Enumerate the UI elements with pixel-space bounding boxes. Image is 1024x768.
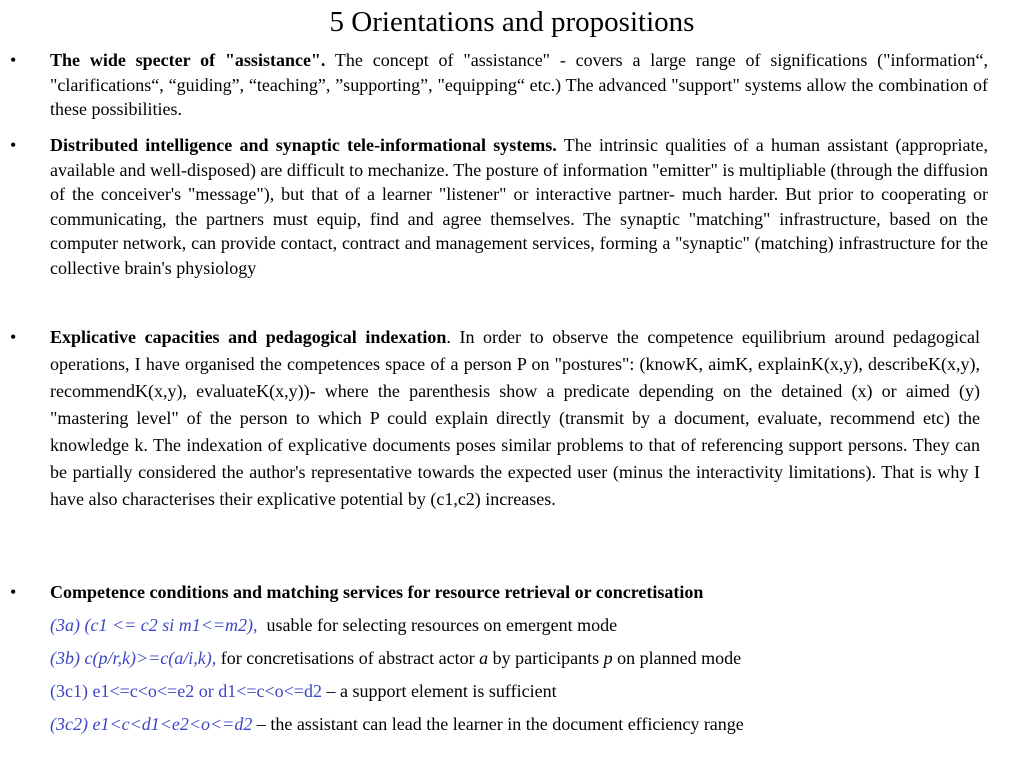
bullet-dot: • <box>10 135 17 155</box>
proposition-formula: (3c2) e1<c<d1<e2<o<=d2 <box>50 714 253 734</box>
proposition-description-post: on planned mode <box>612 648 742 668</box>
slide-title: 5 Orientations and propositions <box>329 6 695 38</box>
proposition-3c1 <box>50 679 557 703</box>
bullet-dot: • <box>10 582 17 602</box>
proposition-formula: (3c1) e1<=c<o<=e2 or d1<=c<o<=d2 <box>50 681 322 701</box>
bullet-text: The intrinsic qualities of a human assistant (appropriate, available and well-disposed) are difficult to mechanize. The posture of information "emitter" is multipliable (through the diffusion of the conceiver's "message"), but that of a learner "listener" or interactive partner- much harder. But prior to cooperating or communicating, the partners must equip, find and agree themselves. The synaptic "matching" infrastructure, based on the computer network, can provide contact, contract and management services, forming a "synaptic" (matching) infrastructure for the collective brain's physiology <box>50 135 988 278</box>
bullet-paragraph <box>50 324 980 513</box>
bullet-lead: The wide specter of "assistance". <box>50 50 326 70</box>
proposition-description-mid: by participants <box>488 648 604 668</box>
bullet-paragraph <box>50 133 988 280</box>
proposition-3b <box>50 646 741 670</box>
proposition-formula: (3b) c(p/r,k)>=c(a/i,k), <box>50 648 217 668</box>
bullet-dot: • <box>10 327 17 347</box>
bullet-lead: Distributed intelligence and synaptic tele-informational systems. <box>50 135 557 155</box>
proposition-3a <box>50 613 617 637</box>
variable-a: a <box>479 648 489 668</box>
bullet-text: . In order to observe the competence equilibrium around pedagogical operations, I have organised the competences space of a person P on "postures": (knowK, aimK, explainK(x,y), describeK(x,y), recommendK(x,y), evaluateK(x,y))- where the parenthesis show a predicate depending on the detained (x) or aimed (y) "mastering level" of the person to which P could explain directly (transmit by a document, evaluate, recommend etc) the knowledge k. The indexation of explicative documents poses similar problems to that of referencing support persons. They can be partially considered the author's representative towards the expected user (minus the interactivity limitations). That is why I have also characterises their explicative potential by (c1,c2) increases. <box>50 327 980 509</box>
bullet-dot: • <box>10 50 17 70</box>
bullet-lead: Competence conditions and matching services for resource retrieval or concretisation <box>50 582 704 602</box>
bullet-paragraph <box>50 48 988 122</box>
bullet-paragraph <box>50 580 980 605</box>
proposition-3c2 <box>50 712 744 736</box>
proposition-formula: (3a) (c1 <= c2 si m1<=m2), <box>50 615 258 635</box>
proposition-description: – the assistant can lead the learner in the document efficiency range <box>256 714 744 734</box>
proposition-description: for concretisations of abstract actor <box>220 648 480 668</box>
bullet-lead: Explicative capacities and pedagogical indexation <box>50 327 447 347</box>
proposition-description: – a support element is sufficient <box>326 681 557 701</box>
variable-p: p <box>603 648 613 668</box>
bullet-text: The concept of "assistance" - covers a large range of significations ("information“, "clarifications“, “guiding”, “teaching”, ”supporting”, "equipping“ etc.) The advanced "support" systems allow the combination of these possibilities. <box>50 50 988 119</box>
proposition-description: usable for selecting resources on emergent mode <box>266 615 618 635</box>
